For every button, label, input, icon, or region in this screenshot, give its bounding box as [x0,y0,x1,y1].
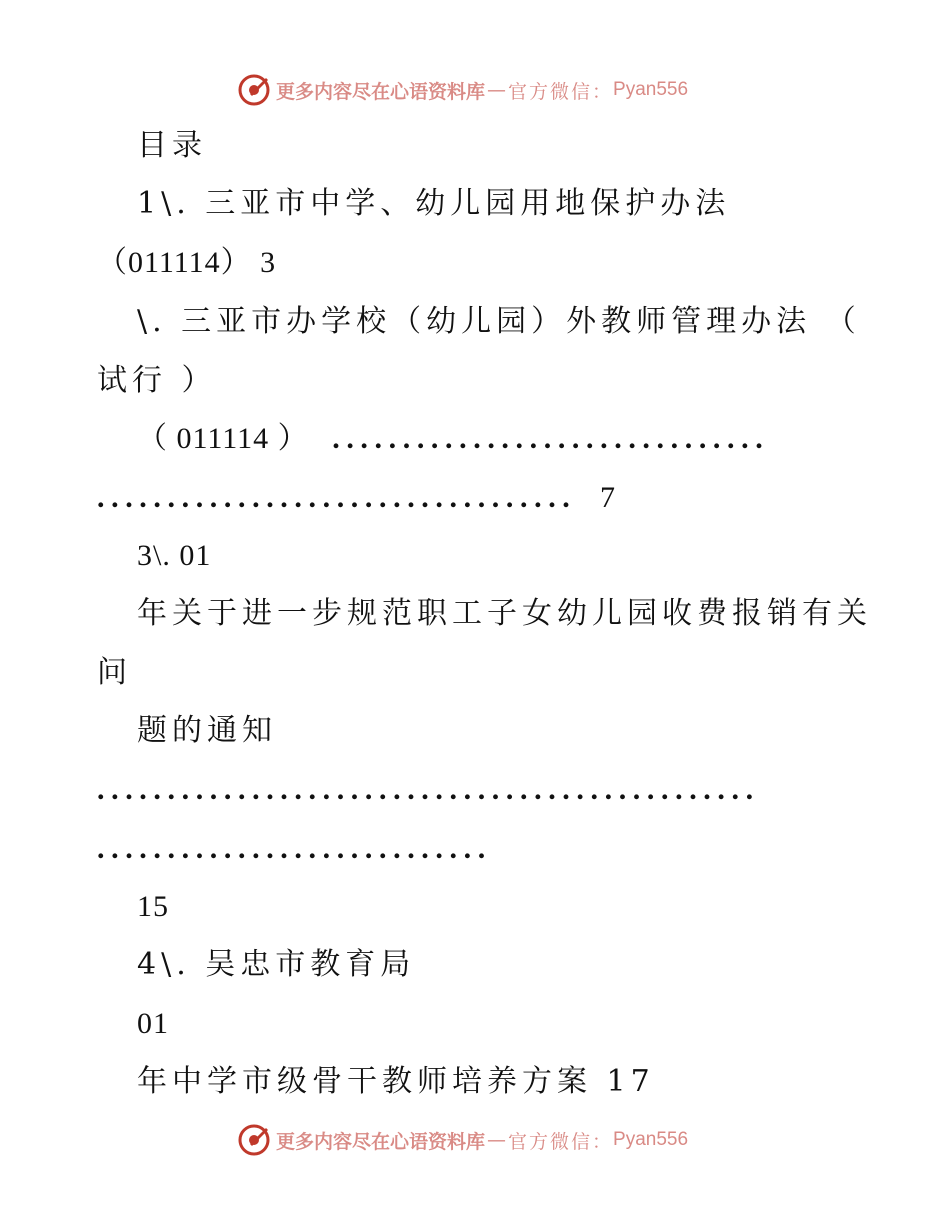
watermark-wechat-id: Pyan556 [613,1129,689,1150]
toc-item-3-title: 年关于进一步规范职工子女幼儿园收费报销有关 [137,596,872,631]
toc-item-3-page: 15 [137,890,169,923]
toc-item-3-number: 3\. 01 [137,539,212,572]
toc-item-2-leader-dots: ............................... [332,422,770,455]
toc-item-2-leader-row [97,478,616,518]
toc-item-2-title-cont: 试行 ） [97,363,217,398]
toc-item-3-leader-dots-cont: ............................ [97,832,492,865]
watermark-main-text: 更多内容尽在心语资料库 [276,80,486,103]
toc-item-4-title-cont: 年中学市级骨干教师培养方案 17 [137,1064,655,1099]
toc-item-2-number: （ 011114 ） [137,422,309,455]
toc-item-1-number: （011114） 3 [97,246,277,279]
watermark-sub-text: 官方微信： [508,1130,614,1153]
pen-logo-icon [236,72,272,108]
toc-item-3-leader-dots: ............................................... [97,773,760,806]
watermark-wechat-id: Pyan556 [613,79,689,100]
toc-item-4-number: 01 [137,1007,169,1040]
toc-item-2-title: \. 三亚市办学校（幼儿园）外教师管理办法 （ [137,304,861,339]
toc-title: 目录 [137,128,207,163]
pen-logo-icon [236,1122,272,1158]
toc-item-2-leader-dots-cont: .................................. [97,481,577,514]
toc-item-2-number-row [137,419,769,459]
toc-item-3-title-cont: 问 [97,655,132,690]
toc-item-2-page: 7 [599,481,616,514]
toc-item-4-title: 4\. 吴忠市教育局 [137,947,416,982]
watermark-header [236,72,688,108]
watermark-dash: — [487,79,507,101]
watermark-dash: — [487,1129,507,1151]
watermark-footer [236,1122,688,1158]
watermark-sub-text: 官方微信： [508,80,614,103]
toc-item-3-title-end: 题的通知 [137,713,277,748]
toc-item-1-title: 1\. 三亚市中学、幼儿园用地保护办法 [137,186,731,221]
watermark-main-text: 更多内容尽在心语资料库 [276,1130,486,1153]
